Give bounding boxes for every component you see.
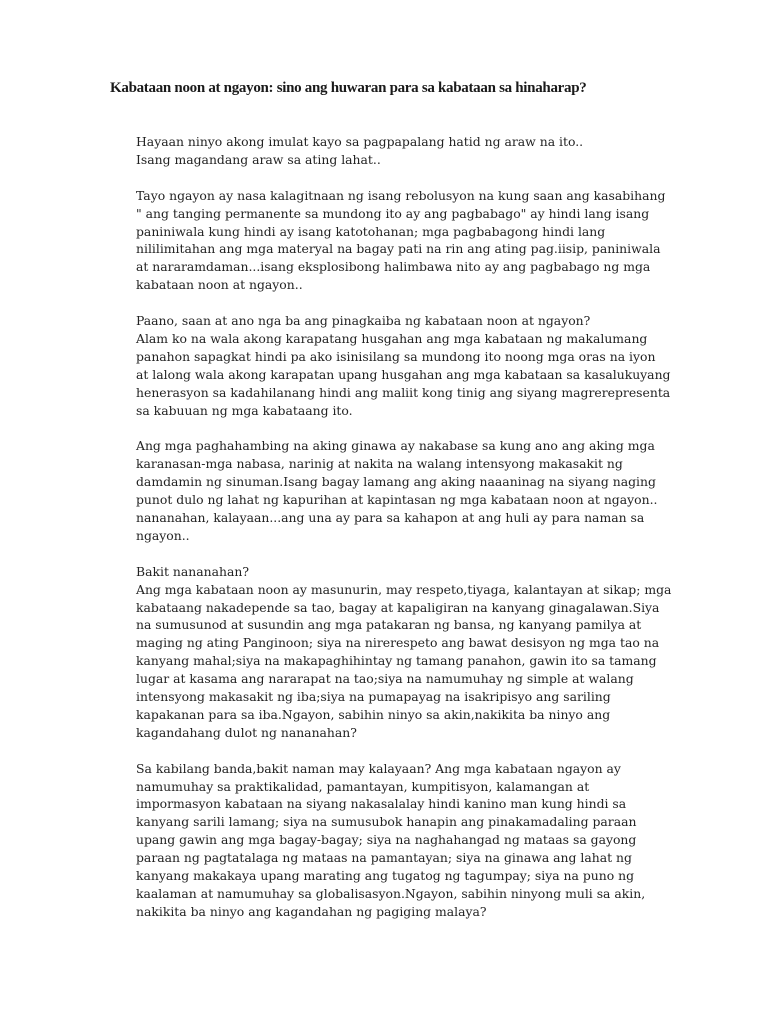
text-line: Tayo ngayon ay nasa kalagitnaan ng isang rebolusyon na kung saan ang kasabihang xyxy=(136,187,666,203)
text-line: nananahan, kalayaan...ang una ay para sa kahapon at ang huli ay para naman sa xyxy=(136,509,645,525)
text-line: " ang tanging permanente sa mundong ito ay ang pagbabago" ay hindi lang isang xyxy=(136,205,650,221)
text-line: henerasyon sa kadahilanang hindi ang maliit kong tinig ang siyang magrerepresenta xyxy=(136,384,671,400)
text-line: Ang mga paghahambing na aking ginawa ay nakabase sa kung ano ang aking mga xyxy=(136,438,655,454)
text-line: paniniwala kung hindi ay isang katotohanan; mga pagbabagong hindi lang xyxy=(136,223,606,239)
text-line: lugar at kasama ang nararapat na tao;siya na namumuhay ng simple at walang xyxy=(136,671,634,687)
text-line: sa kabuuan ng mga kabataang ito. xyxy=(136,402,353,418)
text-line: namumuhay sa praktikalidad, pamantayan, kumpitisyon, kalamangan at xyxy=(136,778,590,794)
text-line: Bakit nananahan? xyxy=(136,563,249,579)
paragraph xyxy=(136,312,736,419)
document-body xyxy=(136,133,736,939)
text-line: kanyang makakaya upang marating ang tugatog ng tagumpay; siya na puno ng xyxy=(136,868,635,884)
text-line: Alam ko na wala akong karapatang husgahan ang mga kabataan ng makalumang xyxy=(136,330,648,346)
text-line: at nararamdaman...isang eksplosibong halimbawa nito ay ang pagbabago ng mga xyxy=(136,259,651,275)
text-line: kanyang sarili lamang; siya na sumusubok hanapin ang pinakamadaling paraan xyxy=(136,814,637,830)
text-line: Ang mga kabataan noon ay masunurin, may respeto,tiyaga, kalantayan at sikap; mga xyxy=(136,581,672,597)
text-line: punot dulo ng lahat ng kapurihan at kapintasan ng mga kabataan noon at ngayon.. xyxy=(136,492,658,508)
text-line: nililimitahan ang mga materyal na bagay pati na rin ang ating pag.iisip, paniniwala xyxy=(136,241,661,257)
paragraph xyxy=(136,760,736,921)
paragraph xyxy=(136,437,736,544)
text-line: karanasan-mga nabasa, narinig at nakita na walang intensyong makasakit ng xyxy=(136,456,623,472)
text-line: intensyong makasakit ng iba;siya na pumapayag na isakripisyo ang sariling xyxy=(136,689,611,705)
document-title: Kabataan noon at ngayon: sino ang huwaran para sa kabataan sa hinaharap? xyxy=(110,80,587,96)
text-line: impormasyon kabataan na siyang nakasalalay hindi kanino man kung hindi sa xyxy=(136,796,627,812)
text-line: paraan ng pagtatalaga ng mataas na pamantayan; siya na ginawa ang lahat ng xyxy=(136,850,632,866)
text-line: Sa kabilang banda,bakit naman may kalayaan? Ang mga kabataan ngayon ay xyxy=(136,760,621,776)
text-line: kabataan noon at ngayon.. xyxy=(136,277,303,293)
text-line: damdamin ng sinuman.Isang bagay lamang ang aking naaaninag na siyang naging xyxy=(136,474,656,490)
text-line: kanyang mahal;siya na makapaghihintay ng tamang panahon, gawin ito sa tamang xyxy=(136,653,657,669)
paragraph xyxy=(136,187,736,294)
text-line: upang gawin ang mga bagay-bagay; siya na naghahangad ng mataas sa gayong xyxy=(136,832,637,848)
text-line: kapakanan para sa iba.Ngayon, sabihin ninyo sa akin,nakikita ba ninyo ang xyxy=(136,706,611,722)
text-line: Isang magandang araw sa ating lahat.. xyxy=(136,151,381,167)
text-line: kabataang nakadepende sa tao, bagay at kapaligiran na kanyang ginagalawan.Siya xyxy=(136,599,660,615)
text-line: maging ng ating Panginoon; siya na nirerespeto ang bawat desisyon ng mga tao na xyxy=(136,635,660,651)
paragraph xyxy=(136,133,736,169)
text-line: Hayaan ninyo akong imulat kayo sa pagpapalang hatid ng araw na ito.. xyxy=(136,134,584,149)
text-line: kaalaman at namumuhay sa globalisasyon.Ngayon, sabihin ninyong muli sa akin, xyxy=(136,885,646,901)
text-line: panahon sapagkat hindi pa ako isinisilang sa mundong ito noong mga oras na iyon xyxy=(136,348,656,364)
text-line: na sumusunod at susundin ang mga patakaran ng bansa, ng kanyang pamilya at xyxy=(136,617,642,633)
text-line: Paano, saan at ano nga ba ang pinagkaiba ng kabataan noon at ngayon? xyxy=(136,313,591,329)
text-line: nakikita ba ninyo ang kagandahan ng pagiging malaya? xyxy=(136,903,487,919)
paragraph xyxy=(136,563,736,742)
text-line: ngayon.. xyxy=(136,527,190,543)
text-line: at lalong wala akong karapatan upang husgahan ang mga kabataan sa kasalukuyang xyxy=(136,366,671,382)
text-line: kagandahang dulot ng nananahan? xyxy=(136,724,357,740)
